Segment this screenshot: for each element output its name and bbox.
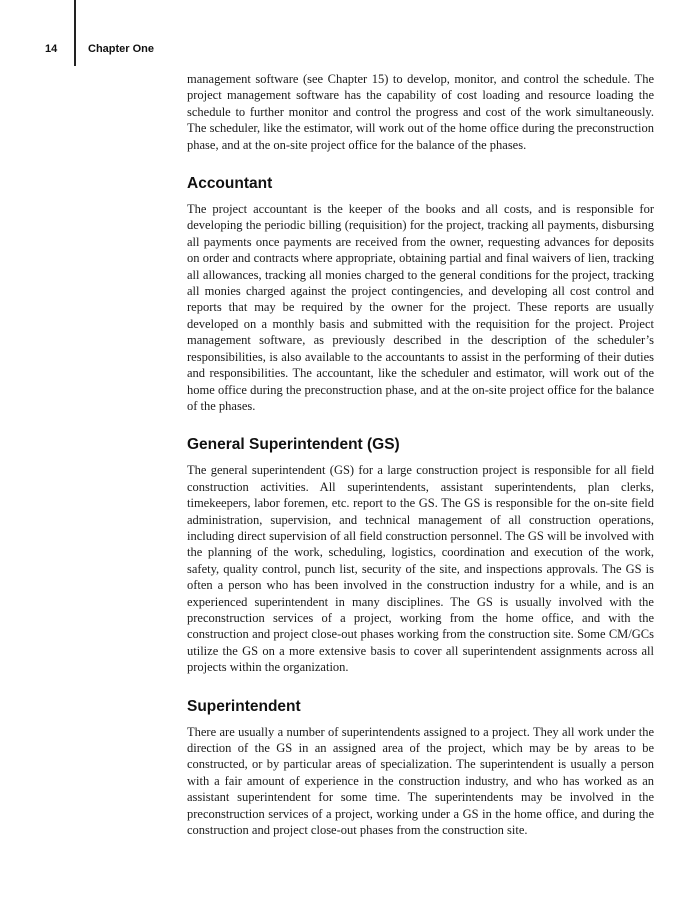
section-paragraph-general-superintendent: The general superintendent (GS) for a large construction project is responsible for all field construction activities. All superintendents, assistant superintendents, plan clerks, timekeepers, labor foremen, etc. report to the GS. The GS is responsible for the on-site field administration, supervision, and technical management of all construction operations, including direct supervision of all field construction personnel. The GS will be involved with the planning of the work, scheduling, logistics, coordination and execution of the work, safety, quality control, punch list, security of the site, and inspections approvals. The GS is often a person who has been involved in the construction industry for a while, and is an experienced superintendent in many disciplines. The GS is usually involved with the preconstruction services of a project, working from the home office, and with the construction and project close-out phases working from the construction site. Some CM/GCs utilize the GS on a more extensive basis to cover all superintendent assignments across all projects within the organization.	[187, 463, 654, 675]
page-number: 14	[45, 43, 58, 55]
page-body	[187, 71, 654, 838]
section-heading-general-superintendent: General Superintendent (GS)	[187, 436, 400, 454]
running-header	[0, 43, 700, 59]
intro-paragraph: management software (see Chapter 15) to develop, monitor, and control the schedule. The project management software has the capability of cost loading and resource loading the schedule to further monitor and control the progress and cost of the work simultaneously. The scheduler, like the estimator, will work out of the home office during the preconstruction phase, and at the on-site project office for the balance of the phases.	[187, 72, 654, 152]
section-heading-superintendent: Superintendent	[187, 697, 301, 715]
chapter-title: Chapter One	[88, 43, 155, 55]
section-heading-accountant: Accountant	[187, 175, 273, 193]
section-paragraph-superintendent: There are usually a number of superintendents assigned to a project. They all work under the direction of the GS in an assigned area of the project, which may be by areas to be constructed, or by particular areas of specialization. The superintendent is usually a person with a fair amount of experience in the construction industry, and who has worked as an assistant superintendent for some time. The superintendents may be involved in the preconstruction services of a project, working under a GS in the home office, and during the construction and project close-out phases from the construction site.	[187, 724, 654, 838]
section-paragraph-accountant: The project accountant is the keeper of the books and all costs, and is responsible for developing the periodic billing (requisition) for the project, tracking all payments, disbursing all payments once payments are received from the owner, requesting advances for deposits on order and contracts where appropriate, obtaining partial and final waivers of lien, tracking all allowances, tracking all monies charged to the general conditions for the project, tracking all monies charged against the project contingencies, and developing all cost control and reports that may be required by the owner for the project. These reports are usually developed on a monthly basis and submitted with the requisition for the project. Project management software, as previously described in the description of the scheduler’s responsibilities, is also available to the accountants to assist in the performing of their duties and responsibilities. The accountant, like the scheduler and estimator, will work out of the home office during the preconstruction phase, and at the on-site project office for the balance of the phases.	[187, 202, 654, 413]
